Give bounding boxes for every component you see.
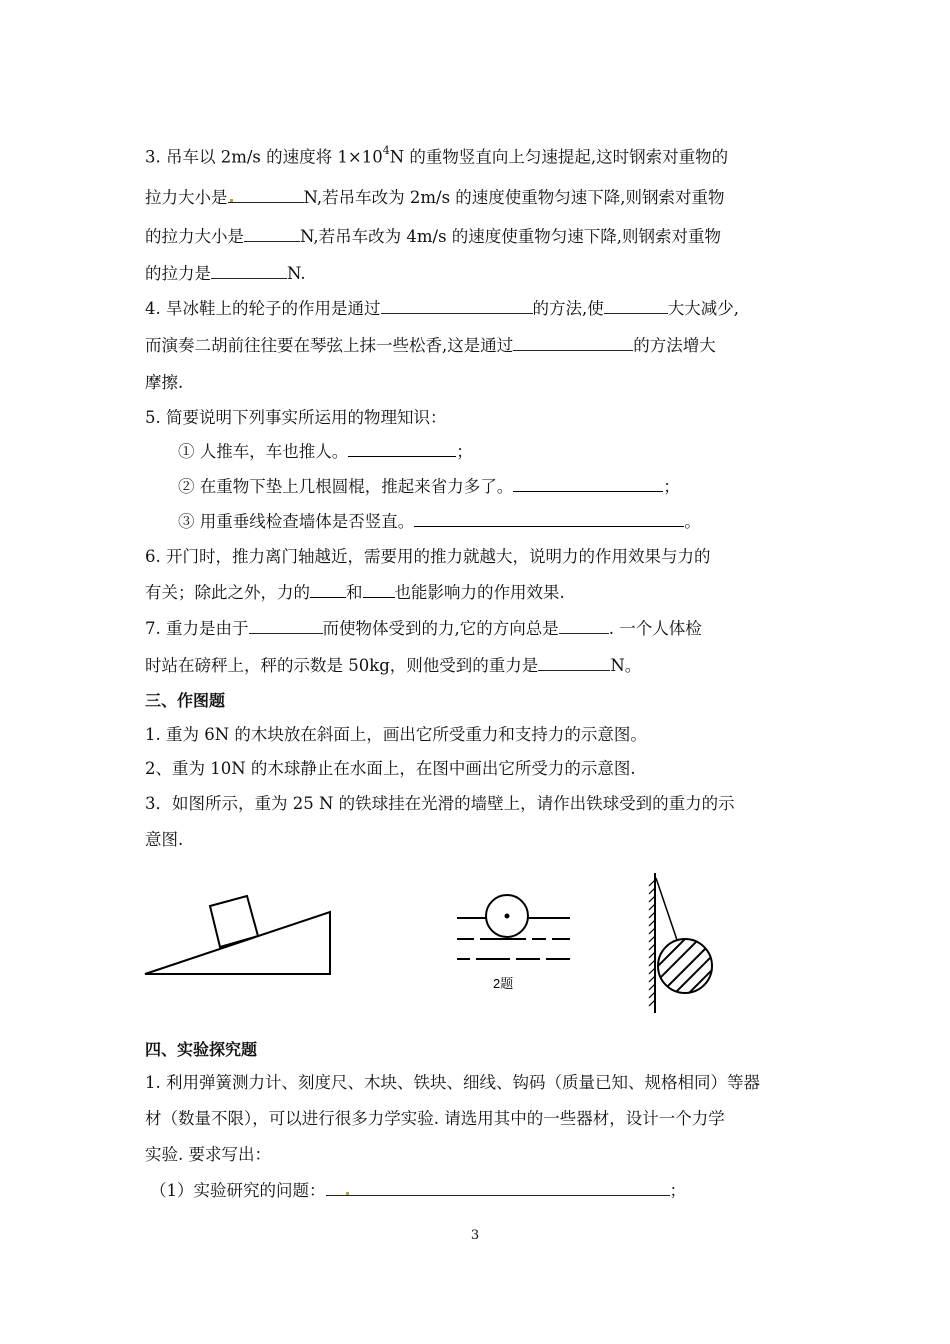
q7-blank-2[interactable] bbox=[559, 618, 609, 634]
q3-line2-text-b: N,若吊车改为 2m/s 的速度使重物匀速下降,则钢索对重物 bbox=[303, 188, 725, 207]
sec4-q1-text: （1）实验研究的问题： bbox=[150, 1181, 326, 1200]
q5-blank-2[interactable] bbox=[513, 476, 663, 492]
q6-line2 bbox=[145, 582, 565, 604]
q4-line2 bbox=[145, 335, 716, 357]
sec4-q1-end: ； bbox=[669, 1181, 686, 1200]
q3-line3-text: 的拉力大小是 bbox=[145, 227, 244, 246]
q5-item1-end: ； bbox=[456, 442, 473, 461]
q6-line2-text-b: 和 bbox=[346, 583, 363, 602]
q3-line4 bbox=[145, 263, 306, 285]
q3-text-b: N 的重物竖直向上匀速提起,这时钢索对重物的 bbox=[389, 147, 729, 167]
q7-line1 bbox=[145, 618, 702, 640]
q3-line2-text: 拉力大小是 bbox=[145, 188, 228, 207]
q7-text-c: . 一个人体检 bbox=[608, 619, 702, 638]
q3-line4-text-b: N. bbox=[287, 264, 306, 283]
incline-triangle bbox=[145, 912, 330, 974]
figures-row bbox=[0, 868, 950, 1018]
q3-line4-text: 的拉力是 bbox=[145, 264, 211, 283]
q3-line3-text-b: N,若吊车改为 4m/s 的速度使重物匀速下降,则钢索对重物 bbox=[300, 227, 722, 246]
q3-line3 bbox=[145, 226, 721, 248]
q4-line2-text-b: 的方法增大 bbox=[633, 336, 716, 355]
q5-item2 bbox=[178, 476, 680, 498]
q3-blank-1[interactable] bbox=[228, 187, 304, 203]
q7-blank-1[interactable] bbox=[249, 618, 323, 634]
section-3-heading: 三、作图题 bbox=[145, 691, 226, 710]
q7-text-b: 而使物体受到的力,它的方向总是 bbox=[322, 619, 559, 638]
hanging-ball-figure bbox=[644, 873, 724, 1013]
q5-item2-end: ； bbox=[663, 477, 680, 496]
q4-line1 bbox=[145, 298, 739, 320]
page-number: 3 bbox=[470, 1228, 480, 1243]
q4-blank-3[interactable] bbox=[513, 335, 633, 351]
q6-line2-text: 有关；除此之外，力的 bbox=[145, 583, 310, 602]
sec4-problem-1-cont: 材（数量不限），可以进行很多力学实验. 请选用其中的一些器材，设计一个力学 bbox=[145, 1109, 725, 1128]
sec4-problem-1-cont2: 实验. 要求写出： bbox=[145, 1145, 271, 1164]
q3-blank-3[interactable] bbox=[211, 263, 287, 279]
q7-line2-text: 时站在磅秤上，秤的示数是 50kg，则他受到的重力是 bbox=[145, 656, 539, 675]
q5-item3-end: 。 bbox=[684, 512, 701, 531]
q4-text-c: 大大减少, bbox=[667, 299, 739, 318]
q5-item3 bbox=[178, 511, 701, 533]
q4-line2-text: 而演奏二胡前往往要在琴弦上抹一些松香,这是通过 bbox=[145, 336, 514, 355]
q5-item2-text: ② 在重物下垫上几根圆棍，推起来省力多了。 bbox=[178, 477, 514, 496]
q4-text-b: 的方法,使 bbox=[532, 299, 604, 318]
q5-item1 bbox=[178, 441, 473, 463]
q7-text-a: 7. 重力是由于 bbox=[145, 619, 249, 638]
section-4-heading: 四、实验探究题 bbox=[145, 1040, 258, 1059]
sec3-problem-1: 1. 重为 6N 的木块放在斜面上，画出它所受重力和支持力的示意图。 bbox=[145, 725, 647, 744]
rope bbox=[656, 878, 677, 940]
q4-text-a: 4. 旱冰鞋上的轮子的作用是通过 bbox=[145, 299, 381, 318]
q6-line1: 6. 开门时，推力离门轴越近，需要用的推力就越大，说明力的作用效果与力的 bbox=[145, 547, 711, 566]
q3-blank-2[interactable] bbox=[244, 226, 300, 242]
incline-figure bbox=[145, 896, 330, 974]
q7-line2-text-b: N。 bbox=[610, 656, 642, 675]
q3-text-a: 3. 吊车以 2m/s 的速度将 1×10 bbox=[145, 147, 383, 167]
sec4-q1 bbox=[150, 1180, 686, 1202]
q5-item3-text: ③ 用重垂线检查墙体是否竖直。 bbox=[178, 512, 415, 531]
q7-blank-3[interactable] bbox=[538, 655, 610, 671]
q3-exponent: 4 bbox=[382, 144, 390, 157]
q6-blank-2[interactable] bbox=[363, 582, 395, 598]
q6-line2-text-c: 也能影响力的作用效果. bbox=[394, 583, 565, 602]
q5-item1-text: ① 人推车，车也推人。 bbox=[178, 442, 349, 461]
sec3-problem-2: 2、重为 10N 的木球静止在水面上，在图中画出它所受力的示意图. bbox=[145, 759, 636, 778]
q4-blank-1[interactable] bbox=[381, 298, 533, 314]
sec3-problem-3: 3．如图所示，重为 25 N 的铁球挂在光滑的墙壁上，请作出铁球受到的重力的示 bbox=[145, 794, 735, 813]
q7-line2 bbox=[145, 655, 641, 677]
sec4-problem-1: 1. 利用弹簧测力计、刻度尺、木块、铁块、细线、钩码（质量已知、规格相同）等器 bbox=[145, 1073, 760, 1092]
q5-title: 5. 简要说明下列事实所运用的物理知识： bbox=[145, 408, 447, 427]
q5-blank-3[interactable] bbox=[414, 511, 684, 527]
figure-2-label: 2题 bbox=[493, 976, 514, 991]
sec4-q1-blank[interactable] bbox=[326, 1180, 670, 1196]
sec3-problem-3-cont: 意图. bbox=[145, 830, 184, 849]
q4-line3: 摩擦. bbox=[145, 373, 184, 392]
floating-ball-figure bbox=[457, 895, 570, 959]
q5-blank-1[interactable] bbox=[348, 441, 456, 457]
ink-mark bbox=[230, 199, 233, 202]
ink-mark bbox=[346, 1192, 349, 1195]
q3-line1 bbox=[145, 142, 728, 169]
q6-blank-1[interactable] bbox=[310, 582, 346, 598]
q4-blank-2[interactable] bbox=[604, 298, 668, 314]
iron-ball bbox=[658, 939, 712, 993]
q3-line2 bbox=[145, 187, 725, 209]
